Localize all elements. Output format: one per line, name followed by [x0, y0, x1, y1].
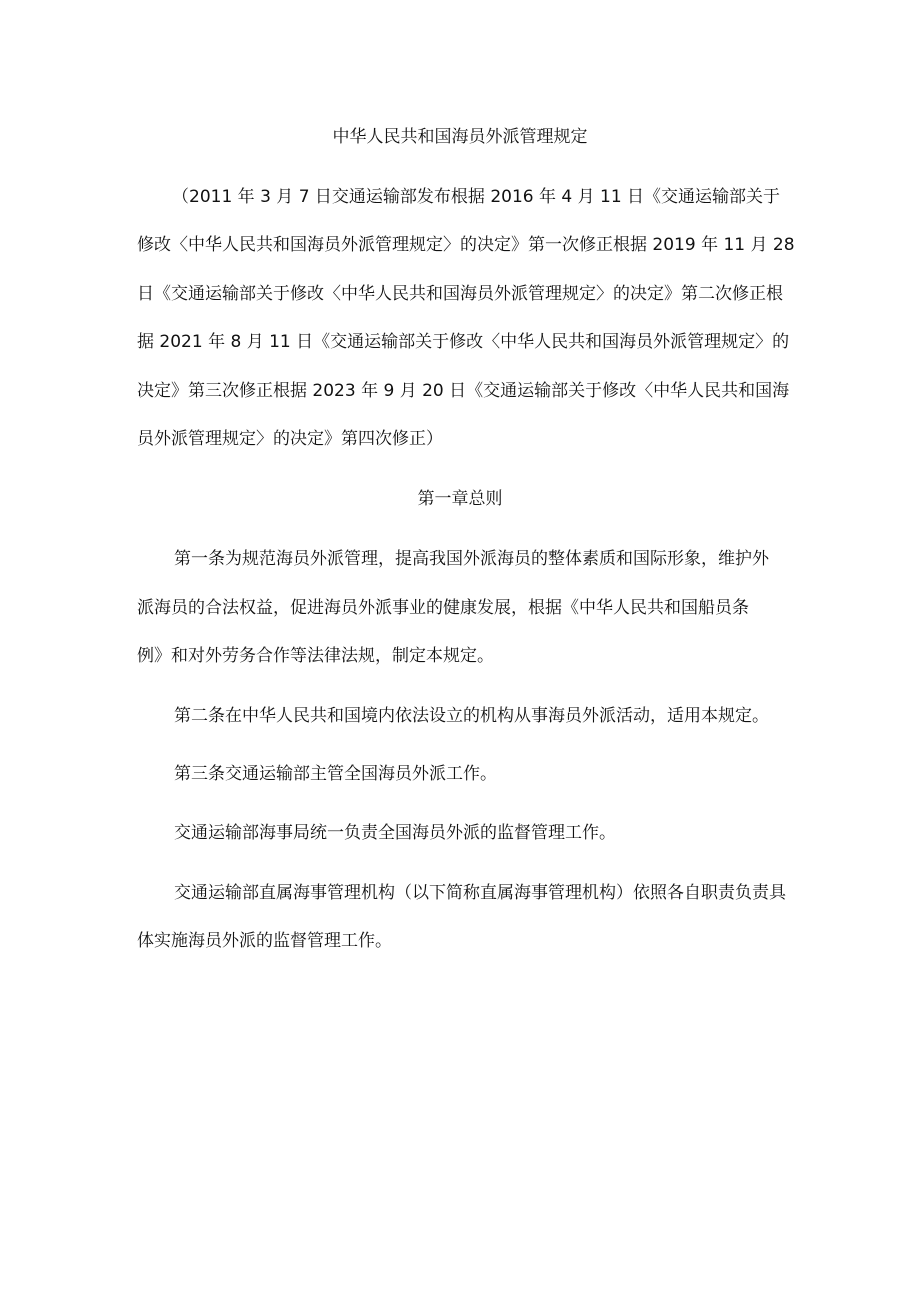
chapter-title: 第一章总则 [417, 489, 503, 509]
history-line: 员外派管理规定〉的决定》第四次修正） [137, 429, 443, 449]
history-line: 决定》第三次修正根据 2023 年 9 月 20 日《交通运输部关于修改〈中华人民共和国海 [137, 381, 790, 401]
article-line: 例》和对外劳务合作等法律法规，制定本规定。 [137, 646, 494, 666]
article-3-paragraph-2: 交通运输部海事局统一负责全国海员外派的监督管理工作。 [174, 823, 616, 843]
article-2: 第二条在中华人民共和国境内依法设立的机构从事海员外派活动，适用本规定。 [174, 706, 769, 726]
article-line: 交通运输部直属海事管理机构（以下简称直属海事管理机构）依照各自职责负责具 [174, 883, 786, 903]
article-line: 派海员的合法权益，促进海员外派事业的健康发展，根据《中华人民共和国船员条 [137, 598, 749, 618]
article-line: 第一条为规范海员外派管理，提高我国外派海员的整体素质和国际形象，维护外 [174, 549, 769, 569]
article-3: 第三条交通运输部主管全国海员外派工作。 [174, 764, 497, 784]
history-line: 据 2021 年 8 月 11 日《交通运输部关于修改〈中华人民共和国海员外派管理规定〉的 [137, 332, 790, 352]
document-title: 中华人民共和国海员外派管理规定 [332, 127, 588, 147]
article-line: 体实施海员外派的监督管理工作。 [137, 931, 392, 951]
history-line: 修改〈中华人民共和国海员外派管理规定〉的决定》第一次修正根据 2019 年 11 月 28 [137, 235, 795, 255]
history-line: （2011 年 3 月 7 日交通运输部发布根据 2016 年 4 月 11 日《交通运输部关于 [172, 187, 781, 207]
history-line: 日《交通运输部关于修改〈中华人民共和国海员外派管理规定〉的决定》第二次修正根 [137, 284, 783, 304]
